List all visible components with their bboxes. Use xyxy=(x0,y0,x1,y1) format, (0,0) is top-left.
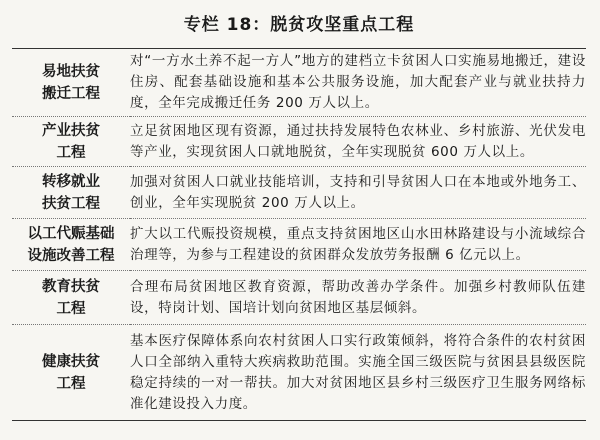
table-row xyxy=(12,219,586,271)
label-line: 扶贫工程 xyxy=(42,195,100,212)
label-line: 健康扶贫 xyxy=(42,353,100,370)
row-description: 加强对贫困人口就业技能培训，支持和引导贫困人口在本地或外地务工、创业，全年实现脱贫 200 万人以上。 xyxy=(130,167,586,219)
project-table xyxy=(12,48,586,421)
row-description: 立足贫困地区现有资源，通过扶持发展特色农林业、乡村旅游、光伏发电等产业，实现贫困人口就地脱贫，全年实现脱贫 600 万人以上。 xyxy=(130,117,586,167)
label-line: 搬迁工程 xyxy=(42,85,100,102)
label-line: 工程 xyxy=(56,375,86,392)
table-row xyxy=(12,117,586,167)
label-line: 产业扶贫 xyxy=(42,122,100,139)
table-row xyxy=(12,271,586,325)
label-line: 教育扶贫 xyxy=(42,278,100,295)
label-line: 设施改善工程 xyxy=(27,247,115,264)
row-label xyxy=(12,117,130,167)
row-label xyxy=(12,49,130,117)
label-line: 以工代赈基础 xyxy=(27,225,115,242)
table-row xyxy=(12,167,586,219)
row-label xyxy=(12,271,130,325)
column-title: 专栏 18：脱贫攻坚重点工程 xyxy=(183,15,415,35)
label-line: 工程 xyxy=(56,300,86,317)
row-description: 合理布局贫困地区教育资源，帮助改善办学条件。加强乡村教师队伍建设，特岗计划、国培计划向贫困地区基层倾斜。 xyxy=(130,271,586,325)
row-label xyxy=(12,325,130,421)
label-line: 转移就业 xyxy=(42,173,100,190)
row-description: 基本医疗保障体系向农村贫困人口实行政策倾斜，将符合条件的农村贫困人口全部纳入重特大疾病救助范围。实施全国三级医院与贫困县县级医院稳定持续的一对一帮扶。加大对贫困地区县乡村三级医疗卫生服务网络标准化建设投入力度。 xyxy=(130,332,586,412)
label-line: 工程 xyxy=(56,144,86,161)
row-description: 扩大以工代赈投资规模，重点支持贫困地区山水田林路建设与小流域综合治理等，为参与工程建设的贫困群众发放劳务报酬 6 亿元以上。 xyxy=(130,219,586,271)
table-row xyxy=(12,325,586,421)
label-line: 易地扶贫 xyxy=(42,63,100,80)
row-label xyxy=(12,167,130,219)
row-label xyxy=(12,219,130,271)
row-description: 对“一方水土养不起一方人”地方的建档立卡贫困人口实施易地搬迁，建设住房、配套基础设施和基本公共服务设施，加大配套产业与就业扶持力度，全年完成搬迁任务 200 万人以上。 xyxy=(130,49,586,117)
table-row xyxy=(12,49,586,117)
